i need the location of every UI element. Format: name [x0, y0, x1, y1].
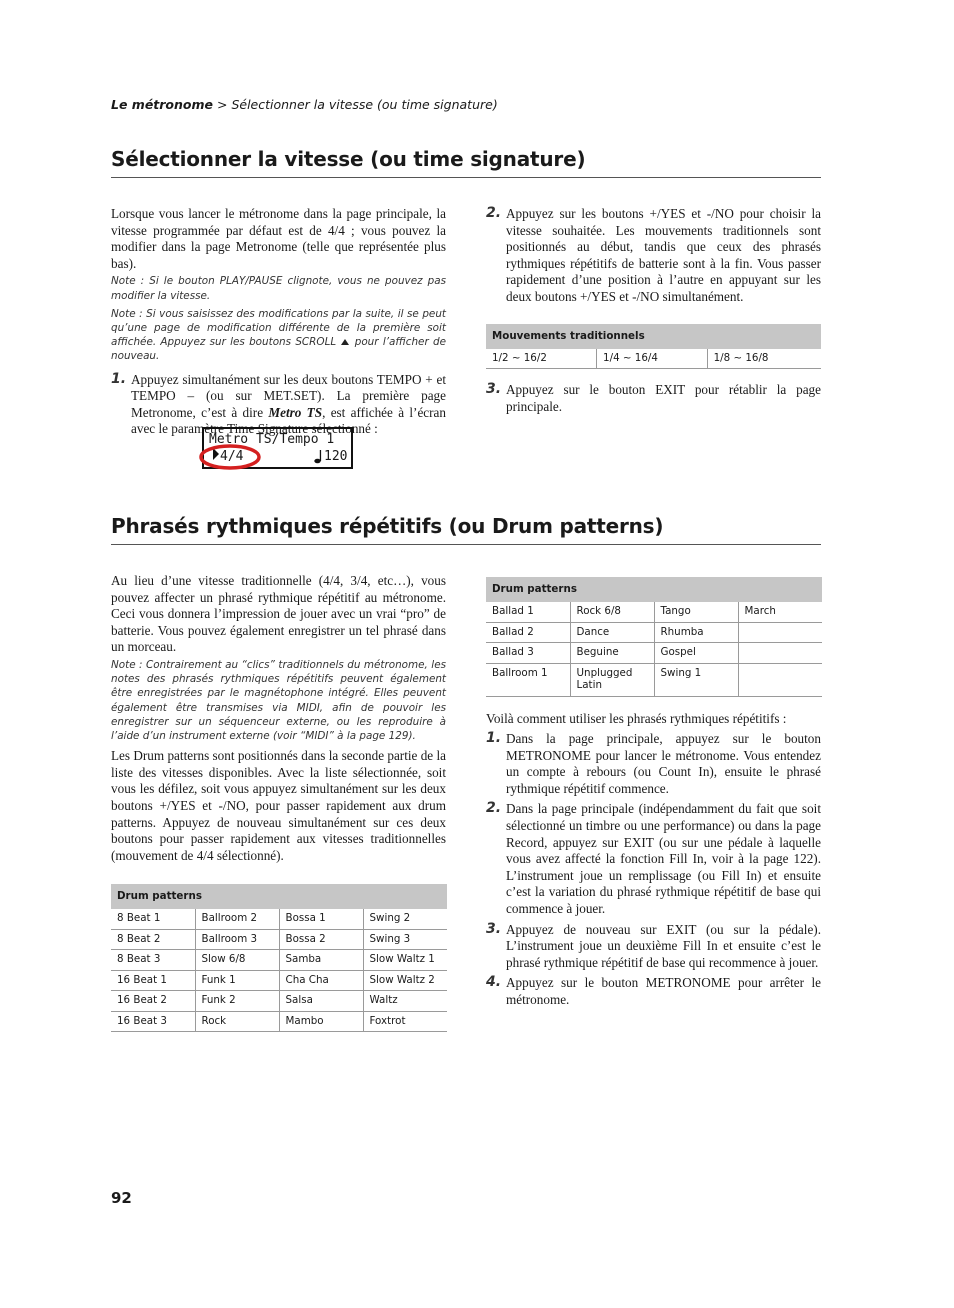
- section2-intro: Au lieu d’une vitesse traditionnelle (4/4, 3/4, etc…), vous pouvez affecter un phrasé rythmique répétitif au métronome. Ceci vous donnera l’impression de jouer avec un vrai “pro” de batterie. Vous pouvez également enregistrer un tel phrasé dans un morceau.: [111, 573, 446, 655]
- table-cell: Beguine: [570, 643, 654, 664]
- section1-left-column: [111, 206, 446, 438]
- section2-step-text: Dans la page principale, appuyez sur le bouton METRONOME pour lancer le métronome. Vous entendez un compte à rebours (ou Count In), ensuite le phrasé rythmique répétitif commence.: [506, 731, 821, 796]
- step-number: 3.: [486, 920, 502, 937]
- table-cell: Funk 1: [195, 970, 279, 991]
- step-number: 3.: [486, 381, 502, 398]
- section1-intro: Lorsque vous lancer le métronome dans la page principale, la vitesse programmée par défaut est de 4/4 ; vous pouvez la modifier dans la page Metronome (telle que représentée plus bas).: [111, 206, 446, 271]
- table-cell: [738, 622, 822, 643]
- page-number: 92: [111, 1189, 132, 1207]
- table-row: [111, 1011, 447, 1032]
- table-cell: Rock 6/8: [570, 602, 654, 622]
- table-cell: Tango: [654, 602, 738, 622]
- table-row: [486, 663, 822, 696]
- table-cell: 8 Beat 3: [111, 950, 195, 971]
- section2-note: Note : Contrairement au “clics” traditionnels du métronome, les notes des phrasés rythmiques répétitifs peuvent également être enregistrées par le magnétophone intégré. Elles peuvent également être transmises via MIDI, afin de pouvoir les enregistrer sur un séquenceur externe, ou les reproduire à l’aide d’un instrument externe (voir “MIDI” à la page 129).: [111, 658, 446, 742]
- table-cell: March: [738, 602, 822, 622]
- section1-note1: Note : Si le bouton PLAY/PAUSE clignote, vous ne pouvez pas modifier la vitesse.: [111, 275, 446, 302]
- table-cell: 1/8 ~ 16/8: [707, 349, 821, 369]
- section2-howto: Voilà comment utiliser les phrasés rythmiques répétitifs :: [486, 710, 787, 726]
- table-row: [486, 602, 822, 622]
- table-cell: [738, 663, 822, 696]
- section-rule: [111, 544, 821, 545]
- table-cell: Dance: [570, 622, 654, 643]
- step1-page-name: Metro TS: [268, 404, 323, 420]
- section-rule: [111, 177, 821, 178]
- table-cell: 8 Beat 1: [111, 909, 195, 929]
- table-cell: Mambo: [279, 1011, 363, 1032]
- section1-step3: [486, 382, 821, 415]
- drum-patterns-table-left: [111, 884, 447, 1032]
- table-cell: Swing 1: [654, 663, 738, 696]
- traditional-tempo-table: [486, 324, 821, 370]
- lcd-line1: Metro TS/Tempo 1: [209, 432, 335, 447]
- table-cell: 16 Beat 2: [111, 991, 195, 1012]
- step-number: 2.: [486, 800, 502, 817]
- table-cell: Salsa: [279, 991, 363, 1012]
- table-cell: 16 Beat 3: [111, 1011, 195, 1032]
- section1-step2: [486, 206, 821, 306]
- table-header: Drum patterns: [111, 884, 447, 909]
- table-cell: Ballad 1: [486, 602, 570, 622]
- table-cell: 1/4 ~ 16/4: [597, 349, 708, 369]
- table-row: [111, 970, 447, 991]
- section-title-time-signature: Sélectionner la vitesse (ou time signature): [111, 147, 586, 171]
- section2-step: [486, 922, 821, 972]
- table-cell: 1/2 ~ 16/2: [486, 349, 597, 369]
- table-row: [486, 622, 822, 643]
- table-row: [111, 909, 447, 929]
- table-cell: 16 Beat 1: [111, 970, 195, 991]
- table-row: [111, 929, 447, 950]
- section2-steps: [486, 731, 821, 1009]
- step-number: 2.: [486, 205, 502, 221]
- table-cell: Slow Waltz 2: [363, 970, 447, 991]
- table-header: Mouvements traditionnels: [486, 324, 821, 349]
- section1-step2-text: Appuyez sur les boutons +/YES et -/NO pour choisir la vitesse souhaitée. Les mouvements traditionnels sont positionnés au début, tandis que ceux des phrasés rythmiques répétitifs de batterie sont à la fin. Vous passer rapidement d’une position à l’autre en appuyant sur les deux boutons +/YES et -/NO simultanément.: [506, 206, 821, 304]
- lcd-time-signature: 4/4: [220, 449, 244, 464]
- step-number: 4.: [486, 974, 502, 991]
- table-cell: Ballroom 1: [486, 663, 570, 696]
- breadcrumb: [111, 97, 498, 112]
- table-cell: Ballroom 2: [195, 909, 279, 929]
- lcd-tempo-value: 120: [324, 449, 348, 464]
- breadcrumb-chapter: Le métronome: [111, 97, 214, 112]
- step-number: 1.: [486, 730, 502, 747]
- table-cell: Waltz: [363, 991, 447, 1012]
- table-cell: Slow 6/8: [195, 950, 279, 971]
- table-header: Drum patterns: [486, 577, 822, 602]
- table-row: [111, 950, 447, 971]
- table-cell: Bossa 1: [279, 909, 363, 929]
- table-row: [486, 643, 822, 664]
- table-cell: Foxtrot: [363, 1011, 447, 1032]
- section1-step3-text: Appuyez sur le bouton EXIT pour rétablir la page principale.: [506, 382, 821, 414]
- section2-left-column: [111, 573, 446, 1032]
- section2-step: [486, 801, 821, 917]
- table-cell: Funk 2: [195, 991, 279, 1012]
- step1-text-b: , est affichée à l’écran avec le paramètre Time Signature sélectionné :: [131, 404, 446, 437]
- table-cell: Slow Waltz 1: [363, 950, 447, 971]
- section2-step-text: Appuyez sur le bouton METRONOME pour arrêter le métronome.: [506, 975, 821, 1007]
- table-cell: Bossa 2: [279, 929, 363, 950]
- drum-patterns-table-right: [486, 577, 822, 697]
- breadcrumb-separator: >: [213, 97, 232, 112]
- table-cell: Ballad 3: [486, 643, 570, 664]
- highlight-circle: [198, 443, 262, 476]
- note2-text-a: Note : Si vous saisissez des modifications par la suite, il se peut qu’une page de modification différente de la première soit affichée. Appuyez sur les boutons SCROLL: [111, 307, 446, 349]
- section2-step-text: Dans la page principale (indépendamment du fait que soit sélectionné un timbre ou une performance) ou dans la page Record, appuyez sur EXIT (ou sur une pédale à laquelle vous avez affecté la fonction Fill In, voir à la page 122). L’instrument joue un remplissage (ou Fill In) et ensuite c’est la variation du phrasé rythmique répétitif de base qui commence à jouer.: [506, 801, 821, 917]
- table-cell: 8 Beat 2: [111, 929, 195, 950]
- note2-text-b: pour l’afficher de nouveau.: [111, 336, 446, 363]
- section2-step-text: Appuyez de nouveau sur EXIT (ou sur la pédale). L’instrument joue un deuxième Fill In et ensuite c’est le phrasé rythmique répétitif de base qui recommence à jouer.: [506, 921, 821, 970]
- table-row: [486, 349, 821, 369]
- table-cell: Unplugged Latin: [570, 663, 654, 696]
- table-cell: Rhumba: [654, 622, 738, 643]
- breadcrumb-section: Sélectionner la vitesse (ou time signature): [231, 97, 498, 112]
- table-cell: Cha Cha: [279, 970, 363, 991]
- step1-text-a: Appuyez simultanément sur les deux boutons TEMPO + et TEMPO – (ou sur MET.SET). La première page Metronome, c’est à dire: [131, 371, 446, 420]
- table-cell: Ballroom 3: [195, 929, 279, 950]
- section1-note2: [111, 307, 446, 364]
- table-cell: [738, 643, 822, 664]
- table-cell: Ballad 2: [486, 622, 570, 643]
- section-title-drum-patterns: Phrasés rythmiques répétitifs (ou Drum patterns): [111, 514, 664, 538]
- step-number: 1.: [111, 370, 127, 387]
- section2-right-column: [486, 577, 821, 1009]
- quarter-note-icon: [314, 450, 323, 469]
- table-cell: Swing 3: [363, 929, 447, 950]
- table-cell: Gospel: [654, 643, 738, 664]
- table-cell: Samba: [279, 950, 363, 971]
- scroll-up-icon: [340, 336, 350, 348]
- table-cell: Rock: [195, 1011, 279, 1032]
- section2-para2: Les Drum patterns sont positionnés dans la seconde partie de la liste des vitesses disponibles. Avec la liste sélectionnée, soit vous les défilez, soit vous appuyez simultanément sur les deux boutons +/YES et -/NO, pour passer rapidement aux drum patterns. Appuyez de nouveau simultanément sur ces deux boutons pour passer rapidement aux vitesses traditionnelles (mouvement de 4/4 sélectionné).: [111, 748, 446, 863]
- table-row: [111, 991, 447, 1012]
- section1-right-column: [486, 206, 821, 415]
- section2-step: [486, 975, 821, 1008]
- table-cell: Swing 2: [363, 909, 447, 929]
- section2-step: [486, 731, 821, 797]
